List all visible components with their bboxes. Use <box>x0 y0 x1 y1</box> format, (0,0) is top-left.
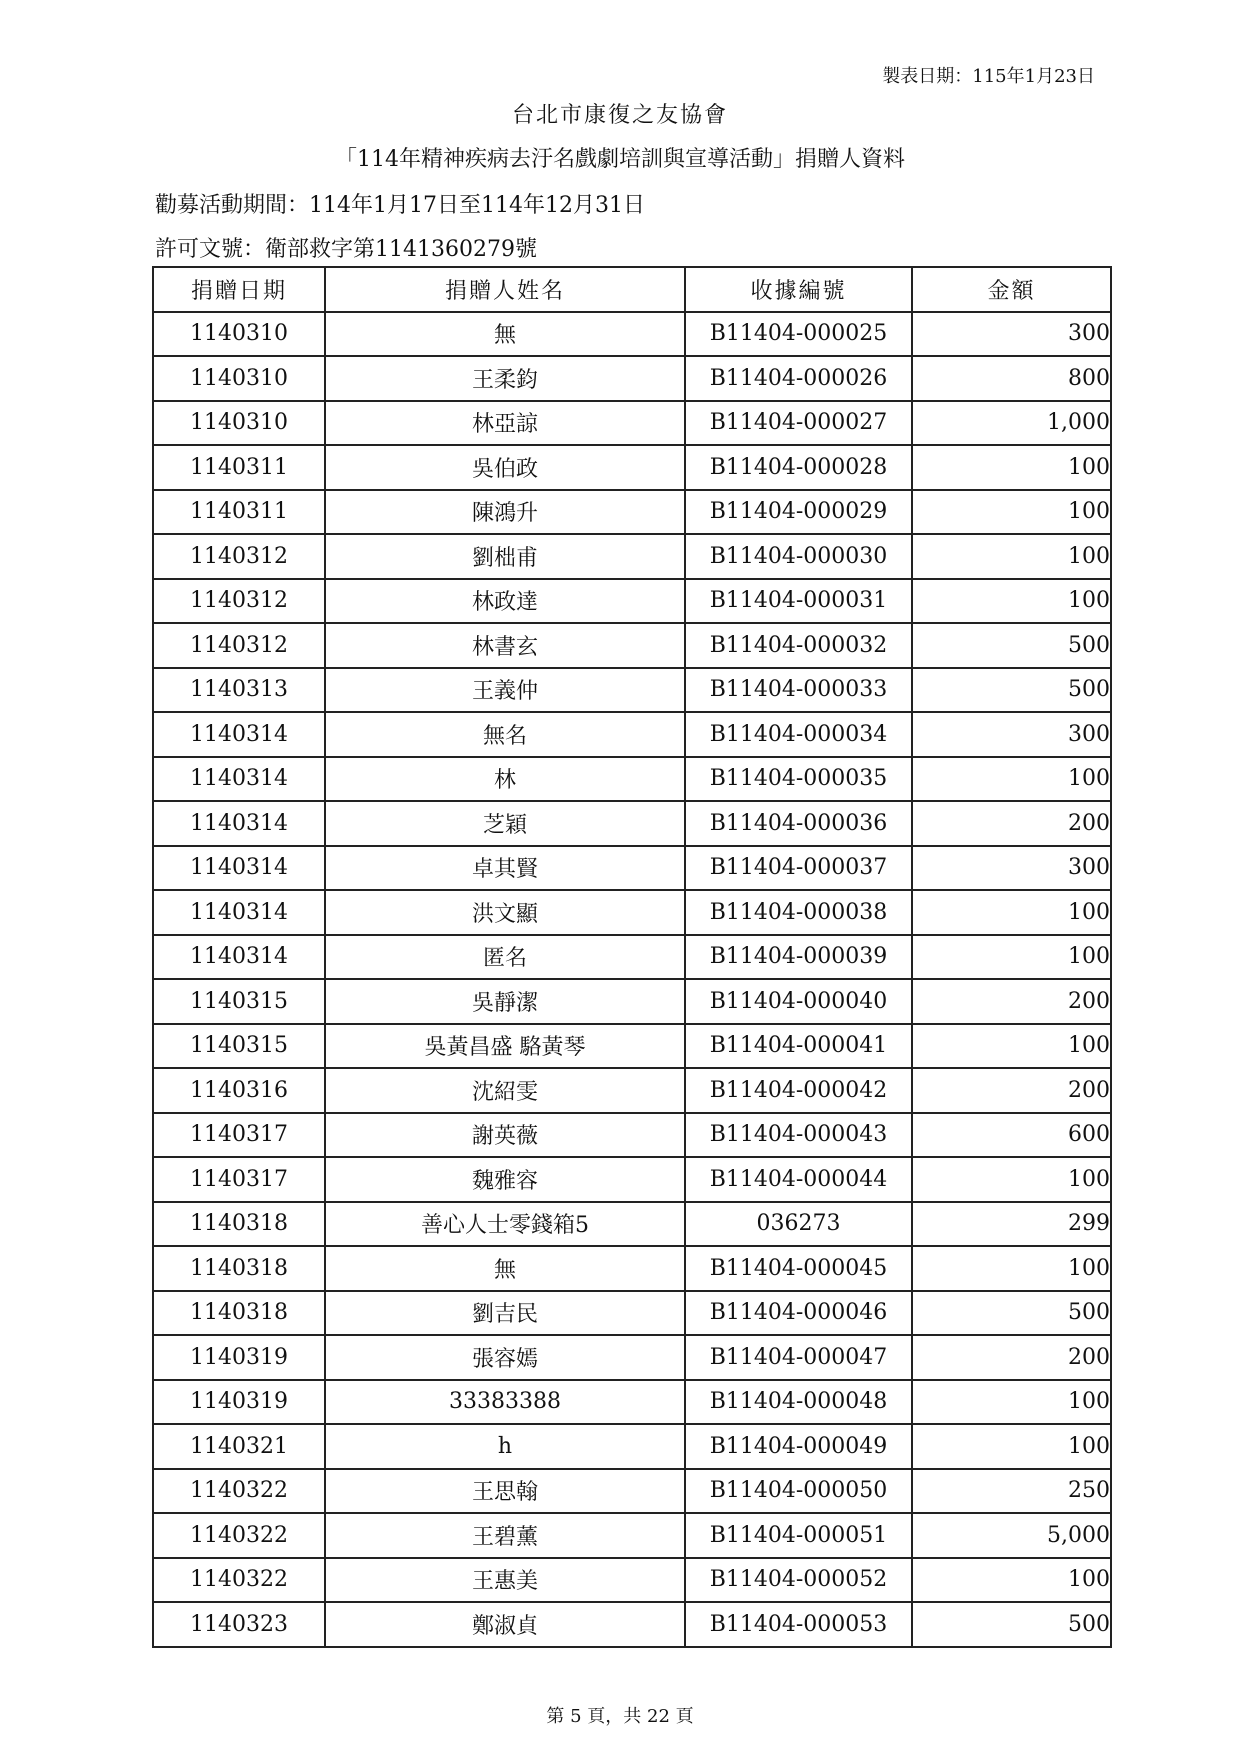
cell-donor-name: 吳伯政 <box>325 445 685 490</box>
table-row <box>153 1246 1111 1291</box>
cell-donation-date: 1140310 <box>153 312 325 357</box>
table-header-row <box>153 267 1111 312</box>
cell-donor-name: 林書玄 <box>325 623 685 668</box>
cell-donor-name: 林亞諒 <box>325 401 685 446</box>
cell-receipt-number: B11404-000027 <box>685 401 912 446</box>
cell-receipt-number: B11404-000039 <box>685 935 912 980</box>
cell-donor-name: 張容嫣 <box>325 1335 685 1380</box>
table-row <box>153 1513 1111 1558</box>
page-number: 第 5 頁，共 22 頁 <box>546 1706 694 1727</box>
cell-receipt-number: B11404-000047 <box>685 1335 912 1380</box>
cell-receipt-number: B11404-000045 <box>685 1246 912 1291</box>
cell-donation-date: 1140317 <box>153 1157 325 1202</box>
made-date: 製表日期：115年1月23日 <box>882 66 1095 87</box>
cell-amount: 500 <box>912 623 1111 668</box>
cell-donation-date: 1140318 <box>153 1202 325 1247</box>
cell-donation-date: 1140316 <box>153 1068 325 1113</box>
cell-amount: 100 <box>912 490 1111 535</box>
table-row <box>153 490 1111 535</box>
cell-amount: 800 <box>912 356 1111 401</box>
table-row <box>153 1469 1111 1514</box>
cell-receipt-number: B11404-000052 <box>685 1558 912 1603</box>
cell-donation-date: 1140323 <box>153 1602 325 1647</box>
cell-donor-name: 芝穎 <box>325 801 685 846</box>
table-row <box>153 623 1111 668</box>
table-row <box>153 1558 1111 1603</box>
cell-receipt-number: B11404-000034 <box>685 712 912 757</box>
table-row <box>153 1424 1111 1469</box>
cell-amount: 600 <box>912 1113 1111 1158</box>
cell-receipt-number: B11404-000025 <box>685 312 912 357</box>
cell-receipt-number: B11404-000030 <box>685 534 912 579</box>
cell-donor-name: 陳鴻升 <box>325 490 685 535</box>
cell-receipt-number: B11404-000048 <box>685 1380 912 1425</box>
cell-donation-date: 1140319 <box>153 1380 325 1425</box>
cell-receipt-number: B11404-000042 <box>685 1068 912 1113</box>
cell-donation-date: 1140314 <box>153 801 325 846</box>
cell-receipt-number: B11404-000033 <box>685 668 912 713</box>
cell-donation-date: 1140314 <box>153 712 325 757</box>
table-row <box>153 1380 1111 1425</box>
table-row <box>153 1024 1111 1069</box>
cell-donation-date: 1140321 <box>153 1424 325 1469</box>
donor-table <box>152 266 1112 1648</box>
cell-donation-date: 1140311 <box>153 490 325 535</box>
cell-donation-date: 1140318 <box>153 1246 325 1291</box>
header-receipt-number: 收據編號 <box>685 267 912 312</box>
cell-donor-name: 匿名 <box>325 935 685 980</box>
cell-amount: 100 <box>912 1380 1111 1425</box>
table-row <box>153 534 1111 579</box>
table-row <box>153 445 1111 490</box>
cell-amount: 300 <box>912 846 1111 891</box>
table-row <box>153 1202 1111 1247</box>
cell-donation-date: 1140322 <box>153 1558 325 1603</box>
cell-receipt-number: B11404-000037 <box>685 846 912 891</box>
table-row <box>153 712 1111 757</box>
cell-receipt-number: B11404-000035 <box>685 757 912 802</box>
cell-donor-name: 洪文顯 <box>325 890 685 935</box>
cell-donation-date: 1140318 <box>153 1291 325 1336</box>
cell-receipt-number: 036273 <box>685 1202 912 1247</box>
donor-table-body <box>153 312 1111 1647</box>
cell-amount: 500 <box>912 1291 1111 1336</box>
table-row <box>153 1157 1111 1202</box>
permit-number: 許可文號：衛部救字第1141360279號 <box>155 237 537 262</box>
cell-receipt-number: B11404-000040 <box>685 979 912 1024</box>
cell-amount: 100 <box>912 935 1111 980</box>
table-row <box>153 846 1111 891</box>
cell-donation-date: 1140314 <box>153 935 325 980</box>
cell-amount: 500 <box>912 668 1111 713</box>
cell-donor-name: 卓其賢 <box>325 846 685 891</box>
cell-donor-name: 謝英薇 <box>325 1113 685 1158</box>
campaign-period: 勸募活動期間：114年1月17日至114年12月31日 <box>155 193 645 218</box>
cell-amount: 100 <box>912 1024 1111 1069</box>
table-row <box>153 668 1111 713</box>
cell-donation-date: 1140314 <box>153 890 325 935</box>
cell-receipt-number: B11404-000041 <box>685 1024 912 1069</box>
cell-receipt-number: B11404-000044 <box>685 1157 912 1202</box>
cell-donor-name: 魏雅容 <box>325 1157 685 1202</box>
cell-amount: 100 <box>912 534 1111 579</box>
cell-donor-name: h <box>325 1424 685 1469</box>
cell-receipt-number: B11404-000032 <box>685 623 912 668</box>
table-row <box>153 1068 1111 1113</box>
cell-donation-date: 1140312 <box>153 579 325 624</box>
cell-receipt-number: B11404-000050 <box>685 1469 912 1514</box>
table-row <box>153 312 1111 357</box>
document-title: 「114年精神疾病去汙名戲劇培訓與宣導活動」捐贈人資料 <box>335 147 905 172</box>
cell-receipt-number: B11404-000038 <box>685 890 912 935</box>
cell-amount: 100 <box>912 1424 1111 1469</box>
table-row <box>153 1113 1111 1158</box>
cell-amount: 100 <box>912 890 1111 935</box>
cell-amount: 5,000 <box>912 1513 1111 1558</box>
cell-receipt-number: B11404-000036 <box>685 801 912 846</box>
cell-donor-name: 吳黃昌盛 駱黃琴 <box>325 1024 685 1069</box>
cell-donor-name: 王義仲 <box>325 668 685 713</box>
cell-receipt-number: B11404-000051 <box>685 1513 912 1558</box>
cell-amount: 100 <box>912 757 1111 802</box>
cell-donation-date: 1140317 <box>153 1113 325 1158</box>
table-row <box>153 935 1111 980</box>
cell-donation-date: 1140314 <box>153 757 325 802</box>
cell-amount: 100 <box>912 1558 1111 1603</box>
cell-amount: 250 <box>912 1469 1111 1514</box>
cell-donor-name: 無名 <box>325 712 685 757</box>
table-row <box>153 579 1111 624</box>
table-row <box>153 356 1111 401</box>
cell-donor-name: 33383388 <box>325 1380 685 1425</box>
cell-amount: 100 <box>912 1246 1111 1291</box>
table-row <box>153 401 1111 446</box>
cell-donation-date: 1140322 <box>153 1513 325 1558</box>
cell-donation-date: 1140315 <box>153 1024 325 1069</box>
cell-amount: 500 <box>912 1602 1111 1647</box>
header-amount: 金額 <box>912 267 1111 312</box>
cell-amount: 299 <box>912 1202 1111 1247</box>
cell-donation-date: 1140319 <box>153 1335 325 1380</box>
cell-amount: 200 <box>912 801 1111 846</box>
cell-donor-name: 善心人士零錢箱5 <box>325 1202 685 1247</box>
cell-amount: 200 <box>912 1335 1111 1380</box>
cell-donation-date: 1140312 <box>153 623 325 668</box>
cell-donor-name: 沈紹雯 <box>325 1068 685 1113</box>
cell-donor-name: 王碧薰 <box>325 1513 685 1558</box>
table-row <box>153 801 1111 846</box>
cell-receipt-number: B11404-000049 <box>685 1424 912 1469</box>
table-row <box>153 1335 1111 1380</box>
cell-donor-name: 無 <box>325 312 685 357</box>
cell-receipt-number: B11404-000053 <box>685 1602 912 1647</box>
cell-amount: 200 <box>912 1068 1111 1113</box>
header-donation-date: 捐贈日期 <box>153 267 325 312</box>
cell-donation-date: 1140311 <box>153 445 325 490</box>
cell-receipt-number: B11404-000043 <box>685 1113 912 1158</box>
cell-amount: 300 <box>912 312 1111 357</box>
cell-donation-date: 1140310 <box>153 356 325 401</box>
header-donor-name: 捐贈人姓名 <box>325 267 685 312</box>
cell-donor-name: 鄭淑貞 <box>325 1602 685 1647</box>
table-row <box>153 1602 1111 1647</box>
table-row <box>153 890 1111 935</box>
cell-receipt-number: B11404-000031 <box>685 579 912 624</box>
cell-donor-name: 王惠美 <box>325 1558 685 1603</box>
cell-amount: 1,000 <box>912 401 1111 446</box>
cell-donation-date: 1140315 <box>153 979 325 1024</box>
cell-receipt-number: B11404-000046 <box>685 1291 912 1336</box>
cell-donation-date: 1140313 <box>153 668 325 713</box>
cell-donor-name: 王思翰 <box>325 1469 685 1514</box>
cell-amount: 100 <box>912 445 1111 490</box>
organization-name: 台北市康復之友協會 <box>511 103 728 128</box>
cell-donor-name: 無 <box>325 1246 685 1291</box>
cell-donor-name: 劉吉民 <box>325 1291 685 1336</box>
cell-amount: 200 <box>912 979 1111 1024</box>
table-row <box>153 757 1111 802</box>
cell-amount: 100 <box>912 579 1111 624</box>
cell-receipt-number: B11404-000028 <box>685 445 912 490</box>
cell-donation-date: 1140310 <box>153 401 325 446</box>
cell-donor-name: 林 <box>325 757 685 802</box>
cell-donor-name: 劉柮甫 <box>325 534 685 579</box>
cell-amount: 300 <box>912 712 1111 757</box>
cell-donor-name: 王柔鈞 <box>325 356 685 401</box>
cell-donation-date: 1140312 <box>153 534 325 579</box>
cell-receipt-number: B11404-000029 <box>685 490 912 535</box>
cell-donor-name: 林政達 <box>325 579 685 624</box>
table-row <box>153 1291 1111 1336</box>
cell-receipt-number: B11404-000026 <box>685 356 912 401</box>
cell-donor-name: 吳靜潔 <box>325 979 685 1024</box>
cell-amount: 100 <box>912 1157 1111 1202</box>
cell-donation-date: 1140322 <box>153 1469 325 1514</box>
cell-donation-date: 1140314 <box>153 846 325 891</box>
table-row <box>153 979 1111 1024</box>
